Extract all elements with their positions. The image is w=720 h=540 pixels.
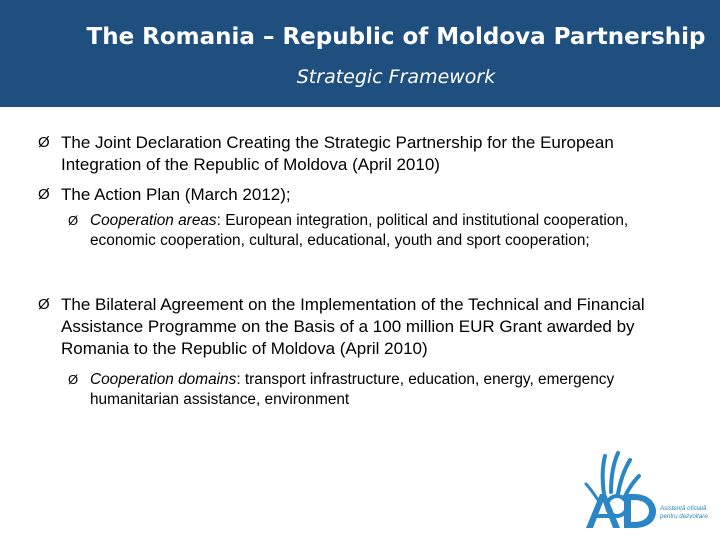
- bullet-text: The Joint Declaration Creating the Strategic Partnership for the European Integration of the Republic of Moldova (April 2010): [61, 133, 614, 174]
- subbullet-label: Cooperation areas: [90, 212, 217, 229]
- bullet-action-plan: [38, 184, 698, 206]
- subbullet-label: Cooperation domains: [90, 371, 237, 388]
- bullet-arrow-icon: Ø: [38, 134, 50, 151]
- subbullet-arrow-icon: Ø: [68, 372, 79, 387]
- bullet-arrow-icon: Ø: [38, 186, 50, 203]
- subbullet-text: [90, 211, 688, 251]
- subbullet-body: : European integration, political and institutional cooperation, economic cooperation, cultural, educational, youth and sport cooperation;: [90, 212, 629, 249]
- subbullet-body: : transport infrastructure, education, energy, emergency humanitarian assistance, environment: [90, 371, 615, 408]
- bullet-bilateral-agreement: [38, 294, 698, 360]
- bullet-joint-declaration: [38, 132, 698, 176]
- slide-title: The Romania – Republic of Moldova Partnership: [86, 24, 706, 50]
- slide-subtitle: Strategic Framework: [296, 66, 496, 88]
- subbullet-arrow-icon: Ø: [68, 213, 79, 228]
- subbullet-cooperation-areas: [68, 211, 688, 251]
- bullet-text: The Action Plan (March 2012);: [61, 185, 291, 204]
- logo-text-line1: Asistență oficială: [660, 505, 707, 512]
- slide-header: [0, 0, 720, 107]
- subbullet-text: [90, 370, 688, 410]
- bullet-arrow-icon: Ø: [38, 296, 50, 313]
- logo-text-line2: pentru dezvoltare: [660, 513, 708, 520]
- bullet-text: The Bilateral Agreement on the Implementation of the Technical and Financial Assistance Programme on the Basis of a 100 million EUR Grant awarded by Romania to the Republic of Moldova (April 2010): [61, 295, 645, 358]
- subbullet-cooperation-domains: [68, 370, 688, 410]
- hand-logo-icon: [578, 450, 710, 534]
